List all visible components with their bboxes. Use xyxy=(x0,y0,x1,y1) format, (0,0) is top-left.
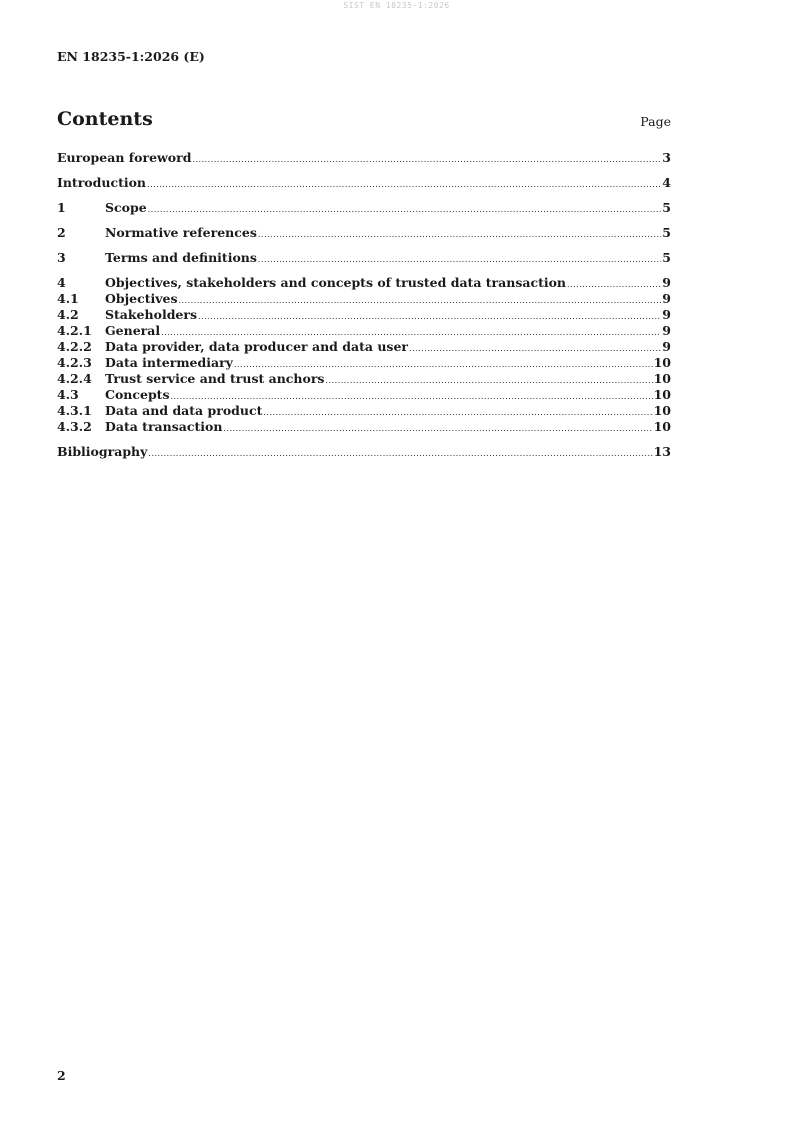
toc-entry-page: 5 xyxy=(662,225,671,240)
toc-entry[interactable] xyxy=(57,200,671,216)
leader-dots xyxy=(258,252,661,268)
toc-entry-page: 5 xyxy=(662,250,671,265)
toc-entry-label: Introduction xyxy=(57,175,147,190)
leader-dots xyxy=(192,152,661,168)
toc-entry-number: 4.2.3 xyxy=(57,355,92,370)
toc-entry-page: 9 xyxy=(662,291,671,306)
toc-entry-page: 9 xyxy=(662,275,671,290)
toc-entry[interactable] xyxy=(57,250,671,266)
leader-dots xyxy=(409,341,661,357)
toc-entry-label: Data intermediary xyxy=(105,355,233,370)
toc-entry-page: 9 xyxy=(662,323,671,338)
page-column-label: Page xyxy=(640,114,671,129)
toc-entry-page: 3 xyxy=(662,150,671,165)
toc-entry-number: 4.3.2 xyxy=(57,419,92,434)
leader-dots xyxy=(148,202,662,218)
toc-entry-label: Terms and definitions xyxy=(105,250,257,265)
leader-dots xyxy=(198,309,661,325)
toc-entry[interactable] xyxy=(57,323,671,339)
leader-dots xyxy=(325,373,652,389)
toc-entry-label: Bibliography xyxy=(57,444,148,459)
toc-entry-page: 13 xyxy=(653,444,671,459)
toc-entry[interactable] xyxy=(57,225,671,241)
leader-dots xyxy=(258,227,661,243)
leader-dots xyxy=(147,177,661,193)
table-of-contents xyxy=(57,150,671,460)
toc-entry[interactable] xyxy=(57,307,671,323)
toc-entry[interactable] xyxy=(57,371,671,387)
toc-entry-number: 4.2 xyxy=(57,307,79,322)
toc-entry[interactable] xyxy=(57,291,671,307)
toc-entry-page: 10 xyxy=(653,387,671,402)
toc-entry-label: Data and data product xyxy=(105,403,263,418)
toc-entry-label: Trust service and trust anchors xyxy=(105,371,325,386)
toc-entry-number: 4 xyxy=(57,275,66,290)
toc-entry[interactable] xyxy=(57,275,671,291)
toc-entry-number: 2 xyxy=(57,225,66,240)
toc-entry-page: 9 xyxy=(662,307,671,322)
toc-entry-page: 4 xyxy=(662,175,671,190)
toc-entry[interactable] xyxy=(57,419,671,435)
leader-dots xyxy=(148,446,652,462)
toc-entry-number: 4.3.1 xyxy=(57,403,92,418)
toc-entry-label: General xyxy=(105,323,161,338)
toc-entry-number: 1 xyxy=(57,200,66,215)
document-identifier: EN 18235-1:2026 (E) xyxy=(57,49,205,64)
toc-entry-number: 4.2.2 xyxy=(57,339,92,354)
toc-entry[interactable] xyxy=(57,339,671,355)
toc-entry[interactable] xyxy=(57,444,671,460)
toc-entry-page: 10 xyxy=(653,403,671,418)
toc-entry-label: Normative references xyxy=(105,225,257,240)
toc-entry-label: European foreword xyxy=(57,150,192,165)
toc-entry-label: Scope xyxy=(105,200,147,215)
toc-entry-page: 10 xyxy=(653,419,671,434)
toc-entry[interactable] xyxy=(57,387,671,403)
page-number: 2 xyxy=(57,1068,66,1083)
toc-entry-page: 10 xyxy=(653,371,671,386)
toc-entry-number: 4.2.4 xyxy=(57,371,92,386)
toc-entry-label: Data transaction xyxy=(105,419,223,434)
toc-entry-label: Stakeholders xyxy=(105,307,198,322)
toc-entry[interactable] xyxy=(57,403,671,419)
contents-heading: Contents xyxy=(57,108,153,130)
toc-entry-label: Objectives xyxy=(105,291,178,306)
toc-entry[interactable] xyxy=(57,175,671,191)
watermark: SIST EN 18235-1:2026 xyxy=(343,1,450,10)
toc-entry[interactable] xyxy=(57,150,671,166)
toc-entry-page: 10 xyxy=(653,355,671,370)
leader-dots xyxy=(263,405,652,421)
leader-dots xyxy=(179,293,662,309)
leader-dots xyxy=(223,421,652,437)
toc-entry-page: 5 xyxy=(662,200,671,215)
toc-entry[interactable] xyxy=(57,355,671,371)
toc-entry-label: Data provider, data producer and data user xyxy=(105,339,408,354)
toc-entry-page: 9 xyxy=(662,339,671,354)
toc-entry-number: 4.1 xyxy=(57,291,79,306)
toc-entry-number: 4.2.1 xyxy=(57,323,92,338)
toc-entry-number: 4.3 xyxy=(57,387,79,402)
toc-entry-label: Concepts xyxy=(105,387,170,402)
toc-entry-label: Objectives, stakeholders and concepts of trusted data transaction xyxy=(105,275,567,290)
toc-entry-number: 3 xyxy=(57,250,66,265)
leader-dots xyxy=(567,277,661,293)
